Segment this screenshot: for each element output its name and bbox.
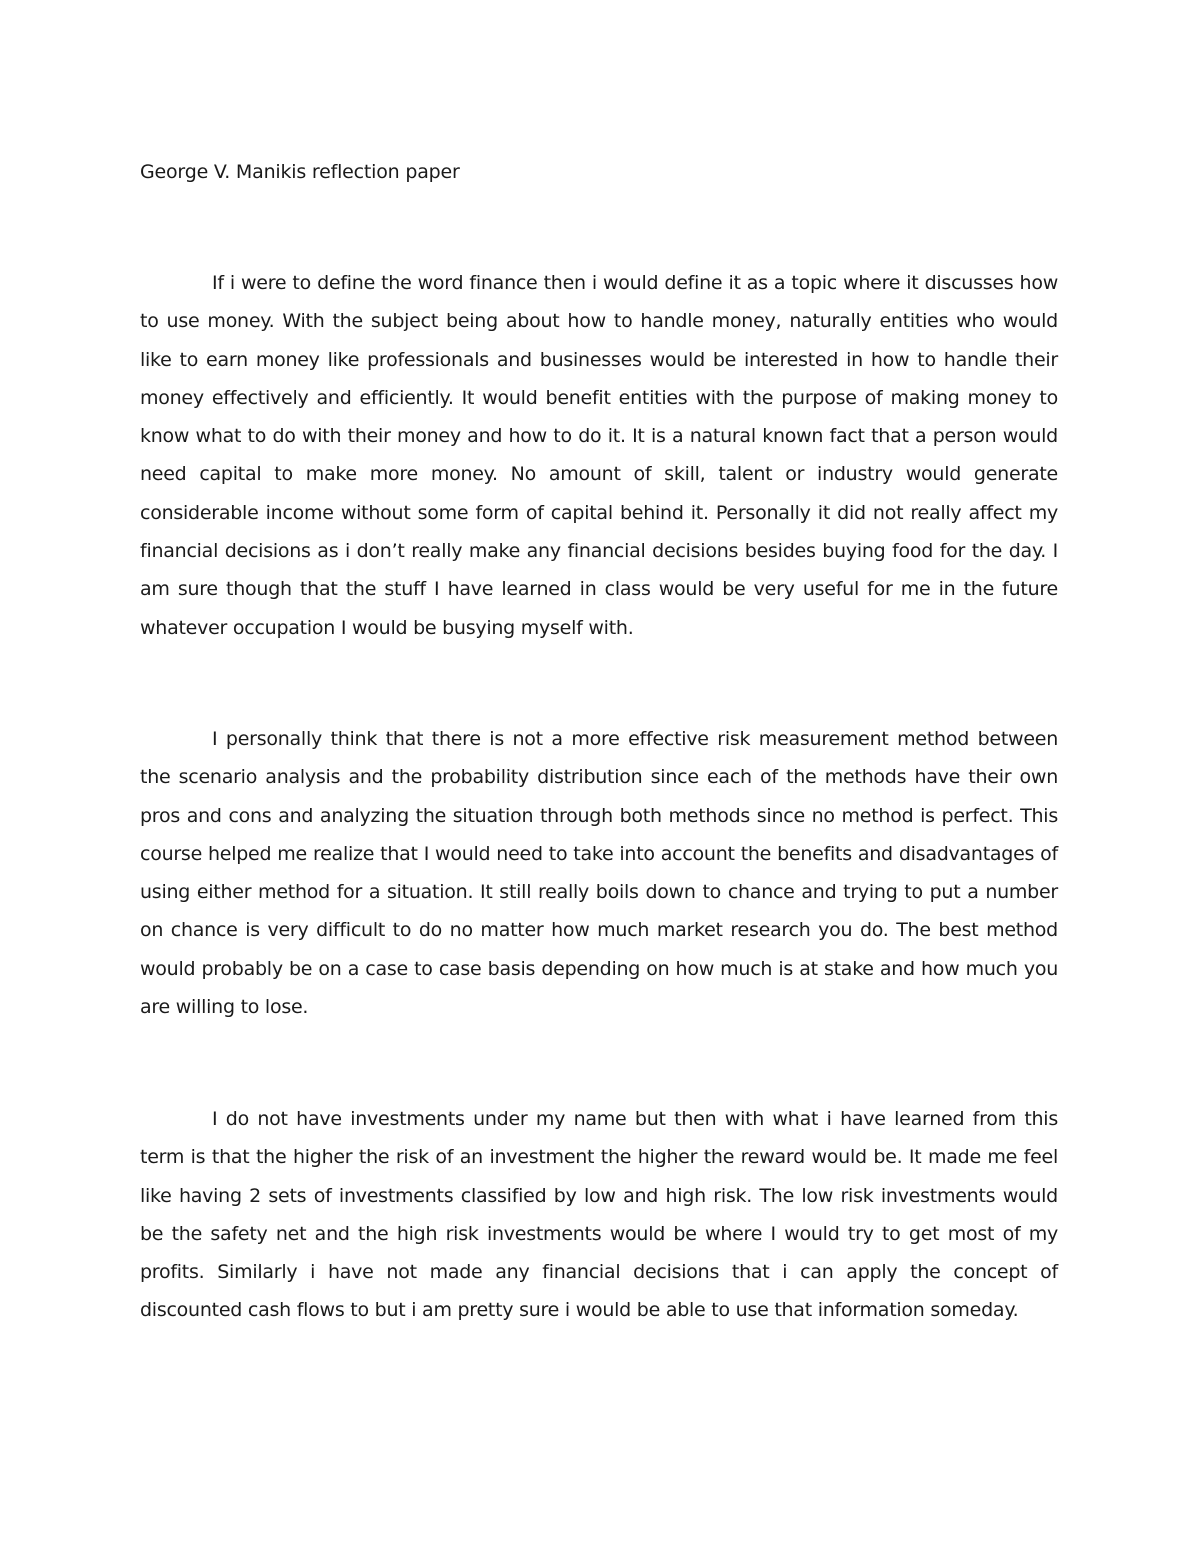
paragraph-finance-definition: If i were to define the word finance then i would define it as a topic where it discusses how to use money. With the subject being about how to handle money, naturally entities who would like to earn money like professionals and businesses would be interested in how to handle their money effectively and efficiently. It would benefit entities with the purpose of making money to know what to do with their money and how to do it. It is a natural known fact that a person would need capital to make more money. No amount of skill, talent or industry would generate considerable income without some form of capital behind it. Personally it did not really affect my financial decisions as i don’t really make any financial decisions besides buying food for the day. I am sure though that the stuff I have learned in class would be very useful for me in the future whatever occupation I would be busying myself with. xyxy=(140,272,1058,639)
document-title: George V. Manikis reflection paper xyxy=(140,161,460,183)
paragraph-risk-measurement: I personally think that there is not a more effective risk measurement method between the scenario analysis and the probability distribution since each of the methods have their own pros and cons and analyzing the situation through both methods since no method is perfect. This course helped me realize that I would need to take into account the benefits and disadvantages of using either method for a situation. It still really boils down to chance and trying to put a number on chance is very difficult to do no matter how much market research you do. The best method would probably be on a case to case basis depending on how much is at stake and how much you are willing to lose. xyxy=(140,728,1058,1019)
paragraph-investments: I do not have investments under my name but then with what i have learned from this term is that the higher the risk of an investment the higher the reward would be. It made me feel like having 2 sets of investments classified by low and high risk. The low risk investments would be the safety net and the high risk investments would be where I would try to get most of my profits. Similarly i have not made any financial decisions that i can apply the concept of discounted cash flows to but i am pretty sure i would be able to use that information someday. xyxy=(140,1108,1058,1322)
